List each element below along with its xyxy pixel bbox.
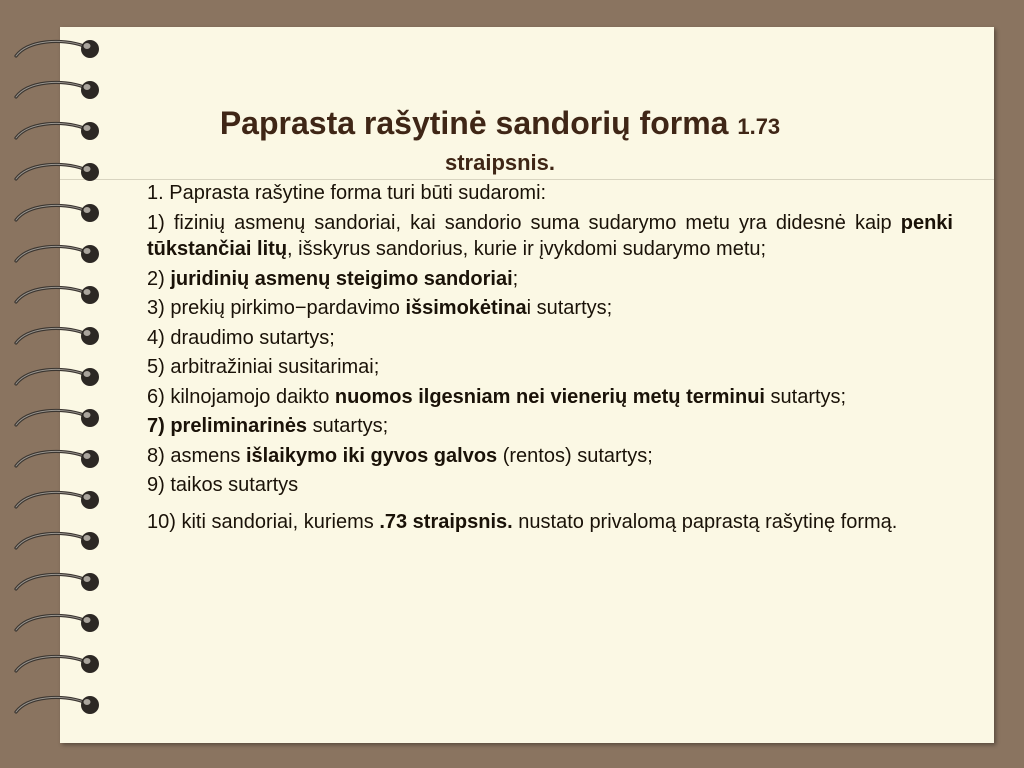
spiral-ring-icon <box>10 118 102 148</box>
text: 4) draudimo sutartys; <box>147 326 335 349</box>
bold-text: išlaikymo iki gyvos galvos <box>245 444 498 467</box>
bold-text: nuomos ilgesniam nei vienerių metų terminui <box>334 385 765 408</box>
list-item-7 <box>147 413 953 440</box>
spiral-ring-icon <box>10 487 102 517</box>
list-item-1 <box>147 210 953 263</box>
title-reference: 1.73 <box>737 114 781 139</box>
paragraph-intro <box>147 180 953 207</box>
spiral-ring-icon <box>10 159 102 189</box>
bold-text: .73 straipsnis. <box>379 510 513 533</box>
text: sutartys; <box>764 385 847 408</box>
spiral-ring-icon <box>10 282 102 312</box>
bold-text: 7) preliminarinės <box>147 415 308 437</box>
spiral-ring-icon <box>10 200 102 230</box>
spiral-ring-icon <box>10 77 102 107</box>
list-item-6 <box>147 384 953 411</box>
list-item-3 <box>147 295 953 322</box>
text: 2) <box>147 267 171 290</box>
bold-text: juridinių asmenų steigimo sandoriai <box>170 267 513 290</box>
spiral-ring-icon <box>10 323 102 353</box>
text: ; <box>512 267 519 290</box>
spiral-ring-icon <box>10 364 102 394</box>
text: (rentos) sutartys; <box>497 444 653 467</box>
bold-text: penki tūkstančiai litų <box>147 211 953 260</box>
bold-text: išsimokėtina <box>405 297 527 319</box>
text: 10) kiti sandoriai, kuriems <box>147 510 380 533</box>
spiral-ring-icon <box>10 692 102 722</box>
spiral-ring-icon <box>10 528 102 558</box>
title-main: Paprasta rašytinė sandorių forma <box>219 105 729 141</box>
list-item-2 <box>147 266 953 293</box>
text: 8) asmens <box>147 444 246 467</box>
spiral-ring-icon <box>10 36 102 66</box>
text: 1. Paprasta rašytine forma turi būti sudaromi: <box>147 182 547 204</box>
list-item-9 <box>147 472 953 499</box>
text: nustato privalomą paprastą rašytinę formą. <box>512 510 898 533</box>
spiral-ring-icon <box>10 610 102 640</box>
spiral-ring-icon <box>10 405 102 435</box>
list-item-8 <box>147 443 953 470</box>
list-item-5 <box>147 354 953 381</box>
list-item-4 <box>147 325 953 352</box>
spiral-ring-icon <box>10 446 102 476</box>
text: , išskyrus sandorius, kurie ir įvykdomi sudarymo metu; <box>287 238 767 260</box>
text: i sutartys; <box>526 297 613 319</box>
list-item-10 <box>147 509 953 536</box>
text: 6) kilnojamojo daikto <box>147 385 335 408</box>
spiral-ring-icon <box>10 241 102 271</box>
spiral-ring-icon <box>10 569 102 599</box>
text: 9) taikos sutartys <box>147 474 299 496</box>
text: 3) prekių pirkimo−pardavimo <box>147 297 406 319</box>
title-line-2: straipsnis. <box>444 150 556 175</box>
spiral-ring-icon <box>10 651 102 681</box>
slide-content <box>147 180 953 538</box>
text: 5) arbitražiniai susitarimai; <box>147 356 380 378</box>
text: 1) fizinių asmenų sandoriai, kai sandorio suma sudarymo metu yra didesnė kaip <box>147 211 901 234</box>
text: sutartys; <box>307 415 389 437</box>
slide-title <box>120 102 880 148</box>
